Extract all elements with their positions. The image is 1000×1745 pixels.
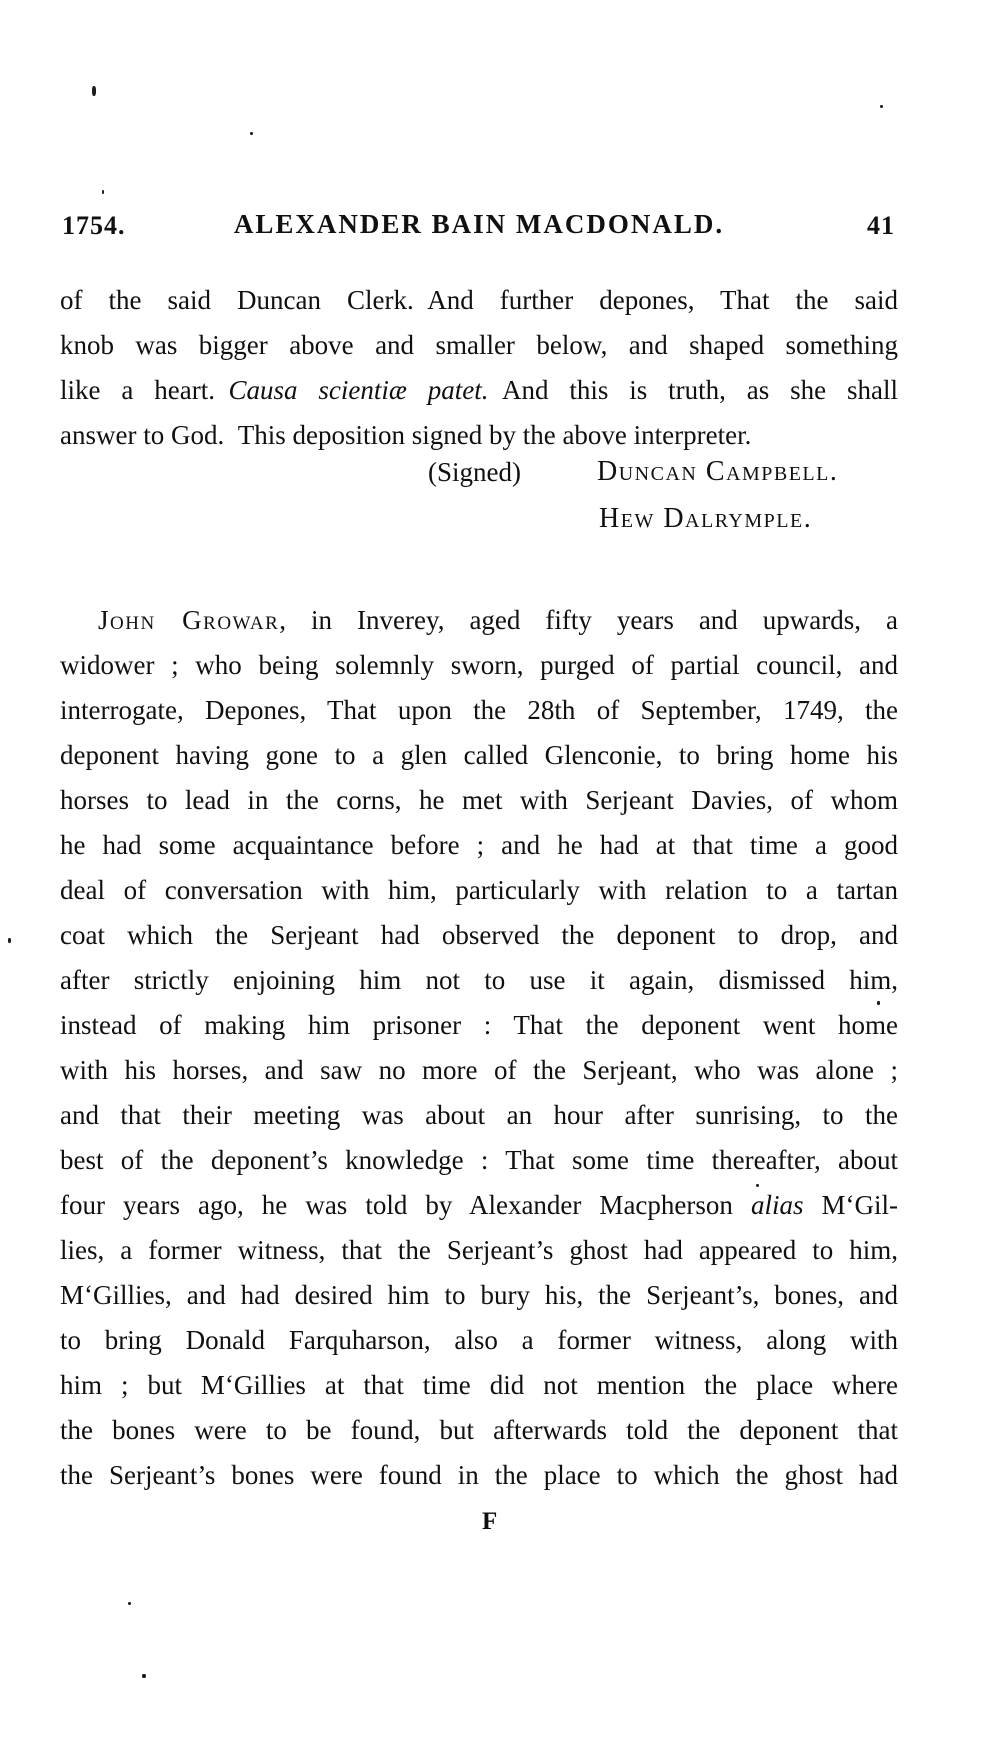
text-segment: alias [750, 1190, 804, 1220]
text-segment: the bones were to be found, but afterwards told the deponent that [60, 1415, 898, 1445]
text-segment: to bring Donald Farquharson, also a former witness, along with [60, 1325, 898, 1355]
text-segment: four years ago, he was told by Alexander Macpherson [60, 1190, 751, 1220]
text-segment: and that their meeting was about an hour after sunrising, to the [60, 1100, 898, 1130]
scan-speck [142, 1674, 146, 1678]
text-line [60, 643, 898, 688]
paragraph-john-growar-deposition [60, 598, 898, 1498]
text-line [60, 1138, 898, 1183]
text-segment: horses to lead in the corns, he met with Serjeant Davies, of whom [60, 785, 898, 815]
scan-speck [877, 1001, 880, 1005]
signature-block [60, 452, 898, 562]
header-year: 1754. [62, 211, 126, 240]
header-page-number: 41 [867, 211, 895, 240]
text-line [60, 1093, 898, 1138]
scan-speck [92, 86, 96, 96]
text-segment: deponent having gone to a glen called Glenconie, to bring home his [60, 740, 898, 770]
text-line [60, 688, 898, 733]
text-line [60, 913, 898, 958]
signed-label: (Signed) [428, 457, 521, 487]
scan-speck [880, 105, 883, 108]
paragraph-deposition-end [60, 278, 898, 458]
signature-name: Hew Dalrymple. [599, 503, 813, 534]
text-segment: with his horses, and saw no more of the Serjeant, who was alone ; [60, 1055, 898, 1085]
text-line [60, 368, 898, 413]
text-segment: deal of conversation with him, particularly with relation to a tartan [60, 875, 898, 905]
text-line [60, 1318, 898, 1363]
text-segment: of the said Duncan Clerk. And further depones, That the said [60, 285, 898, 315]
text-segment: interrogate, Depones, That upon the 28th of September, 1749, the [60, 695, 898, 725]
text-line [60, 1183, 898, 1228]
text-segment: M‘Gil- [803, 1190, 898, 1220]
text-segment: coat which the Serjeant had observed the deponent to drop, and [60, 920, 898, 950]
text-line [60, 1408, 898, 1453]
text-segment: And this is truth, as she shall [488, 375, 898, 405]
text-line [60, 278, 898, 323]
text-line [60, 733, 898, 778]
text-segment: he had some acquaintance before ; and he had at that time a good [60, 830, 898, 860]
text-line [60, 958, 898, 1003]
scan-speck [756, 1184, 759, 1187]
text-segment: like a heart. [60, 375, 229, 405]
text-segment: the Serjeant’s bones were found in the place to which the ghost had [60, 1460, 898, 1490]
text-line [60, 1273, 898, 1318]
text-segment: widower ; who being solemnly sworn, purged of partial council, and [60, 650, 898, 680]
text-segment: lies, a former witness, that the Serjeant’s ghost had appeared to him, [60, 1235, 898, 1265]
text-line [60, 1363, 898, 1408]
text-segment: him ; but M‘Gillies at that time did not mention the place where [60, 1370, 898, 1400]
text-segment: best of the deponent’s knowledge : That some time thereafter, about [60, 1145, 898, 1175]
text-segment: answer to God. This deposition signed by the above interpreter. [60, 420, 752, 450]
running-header [60, 209, 898, 245]
text-segment: Causa scientiæ patet. [228, 375, 489, 405]
text-line [60, 823, 898, 868]
text-segment: , in Inverey, aged fifty years and upwards, a [279, 605, 898, 635]
scan-speck [250, 132, 253, 135]
scan-speck [102, 190, 104, 194]
text-segment: knob was bigger above and smaller below, and shaped something [60, 330, 898, 360]
signature-name: Duncan Campbell. [597, 456, 839, 487]
text-line [60, 1453, 898, 1498]
text-line [60, 868, 898, 913]
signature-mark: F [482, 1508, 498, 1535]
text-line [60, 778, 898, 823]
scan-speck [8, 938, 11, 943]
text-line [60, 1003, 898, 1048]
text-segment: after strictly enjoining him not to use it again, dismissed him, [60, 965, 898, 995]
text-segment: M‘Gillies, and had desired him to bury his, the Serjeant’s, bones, and [60, 1280, 898, 1310]
header-title: ALEXANDER BAIN MACDONALD. [233, 209, 725, 239]
text-line [60, 1228, 898, 1273]
text-segment: instead of making him prisoner : That the deponent went home [60, 1010, 898, 1040]
text-segment: John Growar [98, 605, 280, 635]
text-line [60, 1048, 898, 1093]
text-line [60, 598, 898, 643]
scan-speck [128, 1602, 131, 1605]
text-line [60, 323, 898, 368]
